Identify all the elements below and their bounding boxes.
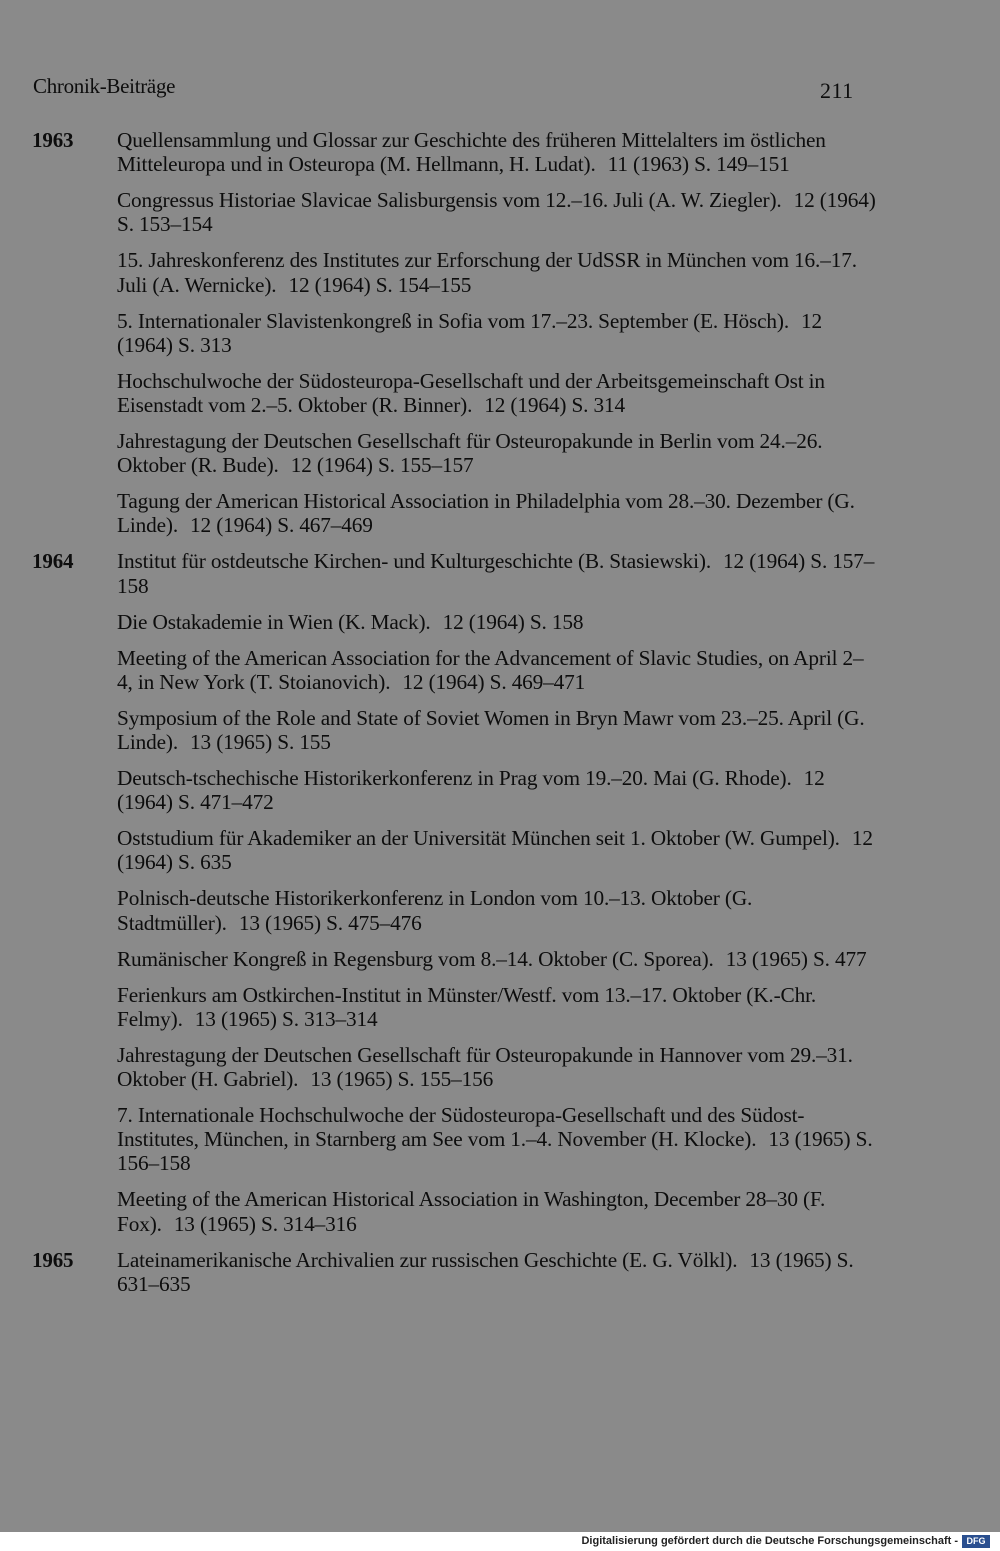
entry-citation: 12 (1964) S. 157–158 (117, 549, 875, 598)
chronicle-entry (0, 309, 877, 357)
chronicle-entry (0, 188, 877, 236)
entry-citation: 12 (1964) S. 471–472 (117, 766, 825, 815)
entry-text: Polnisch-deutsche Historikerkonferenz in London vom 10.–13. Oktober (G. Stadtmüller). (117, 886, 753, 935)
chronicle-entry (0, 947, 877, 971)
entry-text: Congressus Historiae Slavicae Salisburgensis vom 12.–16. Juli (A. W. Ziegler). (117, 188, 782, 213)
entry-text: Deutsch-tschechische Historikerkonferenz in Prag vom 19.–20. Mai (G. Rhode). (117, 766, 792, 791)
chronicle-entry (0, 489, 877, 537)
chronicle-entry (0, 826, 877, 874)
entry-text: Die Ostakademie in Wien (K. Mack). (117, 609, 431, 634)
chronicle-entry (0, 983, 877, 1031)
chronicle-entry (0, 706, 877, 754)
entry-text: Jahrestagung der Deutschen Gesellschaft für Osteuropakunde in Berlin vom 24.–26. Oktober (R. Bude). (117, 429, 823, 478)
chronicle-entry (0, 1103, 877, 1176)
chronicle-entry (0, 369, 877, 417)
chronicle-entry (0, 646, 877, 694)
entry-text: Ferienkurs am Ostkirchen-Institut in Münster/Westf. vom 13.–17. Oktober (K.-Chr. Felmy). (117, 982, 817, 1031)
chronicle-entry (0, 1187, 877, 1235)
entry-text: Oststudium für Akademiker an der Universität München seit 1. Oktober (W. Gumpel). (117, 826, 840, 851)
page-number: 211 (820, 78, 854, 103)
dfg-logo-icon[interactable]: DFG (962, 1535, 990, 1548)
entry-text: Lateinamerikanische Archivalien zur russischen Geschichte (E. G. Völkl). (117, 1247, 738, 1272)
entry-text: 7. Internationale Hochschulwoche der Südosteuropa-Gesellschaft und des Südost-Institutes, München, in Starnberg am See vom 1.–4. November (H. Klocke). (117, 1103, 805, 1152)
entry-citation: 12 (1964) S. 467–469 (190, 513, 373, 538)
entry-citation: 12 (1964) S. 469–471 (402, 669, 586, 694)
chronicle-entry (0, 886, 877, 934)
entry-text: Rumänischer Kongreß in Regensburg vom 8.–14. Oktober (C. Sporea). (117, 946, 714, 971)
digitization-footer (0, 1532, 1000, 1551)
entry-citation: 13 (1965) S. 477 (725, 946, 867, 971)
chronicle-entry (0, 1043, 877, 1091)
entry-citation: 12 (1964) S. 155–157 (290, 453, 474, 478)
entry-citation: 13 (1965) S. 313–314 (194, 1006, 378, 1031)
entry-text: Jahrestagung der Deutschen Gesellschaft für Osteuropakunde in Hannover vom 29.–31. Oktober (H. Gabriel). (117, 1042, 853, 1092)
entry-citation: 12 (1964) S. 158 (442, 609, 584, 634)
entry-citation: 12 (1964) S. 635 (117, 826, 873, 875)
entry-year: 1965 (32, 1247, 74, 1272)
funding-notice: Digitalisierung gefördert durch die Deutsche Forschungsgemeinschaft - (581, 1535, 958, 1547)
chronicle-entry (0, 429, 877, 477)
chronicle-entry (0, 128, 877, 176)
entry-citation: 13 (1965) S. 314–316 (173, 1211, 357, 1236)
entry-citation: 13 (1965) S. 155 (190, 730, 331, 755)
chronicle-entry (0, 549, 877, 597)
chronicle-entry (0, 766, 877, 814)
entry-text: 5. Internationaler Slavistenkongreß in Sofia vom 17.–23. September (E. Hösch). (117, 308, 790, 333)
chronicle-entry (0, 248, 877, 296)
chronicle-entry-list (0, 128, 1000, 1308)
entry-citation: 13 (1965) S. 475–476 (238, 910, 422, 935)
chronicle-entry (0, 1248, 877, 1296)
entry-citation: 13 (1965) S. 155–156 (310, 1067, 494, 1092)
entry-text: 15. Jahreskonferenz des Institutes zur Erforschung der UdSSR in München vom 16.–17. Juli (A. Wernicke). (117, 248, 857, 297)
entry-citation: 12 (1964) S. 154–155 (288, 272, 472, 297)
entry-citation: 12 (1964) S. 153–154 (117, 188, 876, 237)
entry-citation: 13 (1965) S. 631–635 (117, 1247, 854, 1296)
entry-text: Hochschulwoche der Südosteuropa-Gesellschaft und der Arbeitsgemeinschaft Ost in Eisenstadt vom 2.–5. Oktober (R. Binner). (117, 368, 825, 418)
entry-citation: 12 (1964) S. 314 (484, 393, 626, 418)
entry-text: Meeting of the American Association for the Advancement of Slavic Studies, on April 2–4, in New York (T. Stoianovich). (117, 645, 864, 694)
entry-text: Quellensammlung und Glossar zur Geschichte des früheren Mittelalters im östlichen Mitteleuropa und in Osteuropa (M. Hellmann, H. Ludat). (117, 128, 826, 177)
running-header-section: Chronik-Beiträge (33, 74, 176, 98)
entry-text: Institut für ostdeutsche Kirchen- und Kulturgeschichte (B. Stasiewski). (117, 549, 712, 574)
entry-text: Meeting of the American Historical Association in Washington, December 28–30 (F. Fox). (117, 1187, 826, 1236)
chronicle-entry (0, 610, 877, 634)
entry-citation: 13 (1965) S. 156–158 (117, 1127, 873, 1176)
entry-year: 1964 (32, 549, 74, 574)
entry-citation: 12 (1964) S. 313 (117, 308, 823, 357)
entry-text: Symposium of the Role and State of Soviet Women in Bryn Mawr vom 23.–25. April (G. Linde). (117, 705, 865, 755)
entry-year: 1963 (32, 128, 74, 152)
entry-citation: 11 (1963) S. 149–151 (607, 152, 790, 177)
entry-text: Tagung der American Historical Association in Philadelphia vom 28.–30. Dezember (G. Linde). (117, 489, 855, 538)
